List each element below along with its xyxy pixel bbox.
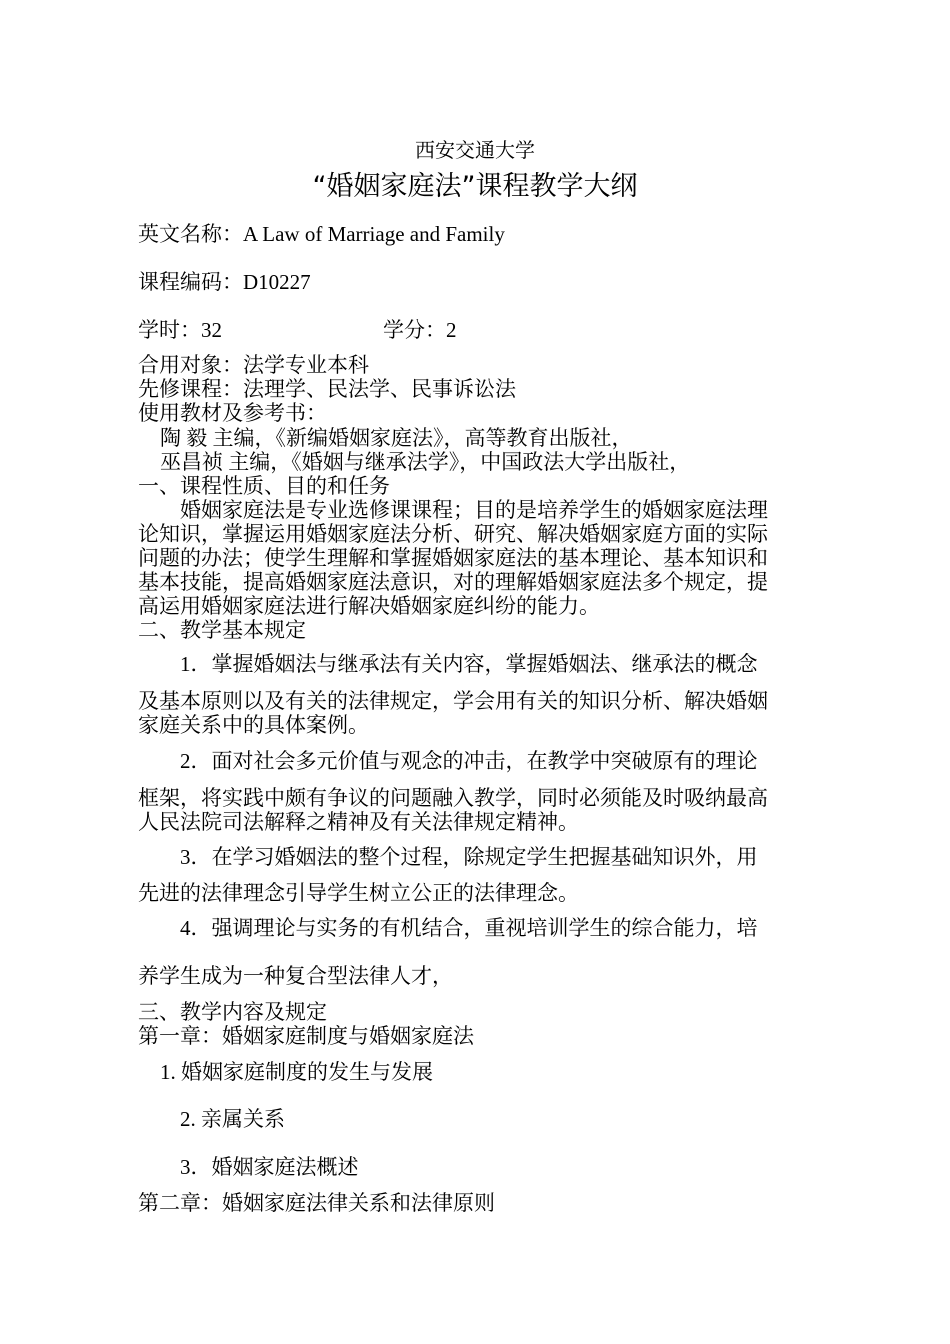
list-item-line: 养学生成为一种复合型法律人才， — [138, 964, 453, 988]
page-title: “婚姻家庭法”课程教学大纲 — [312, 171, 638, 202]
textbook-item: 巫昌祯 主编，《婚姻与继承法学》，中国政法大学出版社， — [160, 450, 691, 474]
section-heading: 三、教学内容及规定 — [138, 1000, 327, 1024]
list-item-line: 3．在学习婚姻法的整个过程，除规定学生把握基础知识外，用 — [180, 845, 758, 869]
target-audience: 合用对象：法学专业本科 — [138, 353, 369, 377]
course-credits: 学分：2 — [383, 318, 457, 342]
textbooks-heading: 使用教材及参考书： — [138, 401, 327, 425]
course-code: 课程编码：D10227 — [138, 270, 311, 294]
chapter-item: 2. 亲属关系 — [180, 1107, 285, 1131]
section-heading: 二、教学基本规定 — [138, 618, 306, 642]
list-item-line: 框架，将实践中颇有争议的问题融入教学，同时必须能及时吸纳最高 — [138, 786, 768, 810]
list-item-line: 先进的法律理念引导学生树立公正的法律理念。 — [138, 881, 579, 905]
paragraph-line: 婚姻家庭法是专业选修课课程；目的是培养学生的婚姻家庭法理 — [180, 498, 768, 522]
list-item-line: 家庭关系中的具体案例。 — [138, 713, 369, 737]
chapter-item: 3．婚姻家庭法概述 — [180, 1155, 359, 1179]
paragraph-line: 基本技能，提高婚姻家庭法意识，对的理解婚姻家庭法多个规定，提 — [138, 570, 768, 594]
university-name: 西安交通大学 — [415, 138, 535, 162]
paragraph-line: 论知识，掌握运用婚姻家庭法分析、研究、解决婚姻家庭方面的实际 — [138, 522, 768, 546]
list-item-line: 及基本原则以及有关的法律规定，学会用有关的知识分析、解决婚姻 — [138, 689, 768, 713]
list-item-line: 2．面对社会多元价值与观念的冲击，在教学中突破原有的理论 — [180, 749, 758, 773]
paragraph-line: 问题的办法；使学生理解和掌握婚姻家庭法的基本理论、基本知识和 — [138, 546, 768, 570]
paragraph-line: 高运用婚姻家庭法进行解决婚姻家庭纠纷的能力。 — [138, 594, 600, 618]
course-hours: 学时：32 — [138, 318, 222, 342]
english-name: 英文名称：A Law of Marriage and Family — [138, 222, 505, 246]
prerequisites: 先修课程：法理学、民法学、民事诉讼法 — [138, 377, 516, 401]
chapter-item: 1. 婚姻家庭制度的发生与发展 — [160, 1060, 433, 1084]
list-item-line: 人民法院司法解释之精神及有关法律规定精神。 — [138, 810, 579, 834]
chapter-heading: 第一章：婚姻家庭制度与婚姻家庭法 — [138, 1024, 474, 1048]
chapter-heading: 第二章：婚姻家庭法律关系和法律原则 — [138, 1191, 495, 1215]
section-heading: 一、课程性质、目的和任务 — [138, 474, 390, 498]
list-item-line: 1．掌握婚姻法与继承法有关内容，掌握婚姻法、继承法的概念 — [180, 652, 758, 676]
list-item-line: 4．强调理论与实务的有机结合，重视培训学生的综合能力，培 — [180, 916, 758, 940]
textbook-item: 陶 毅 主编，《新编婚姻家庭法》，高等教育出版社， — [160, 426, 633, 450]
